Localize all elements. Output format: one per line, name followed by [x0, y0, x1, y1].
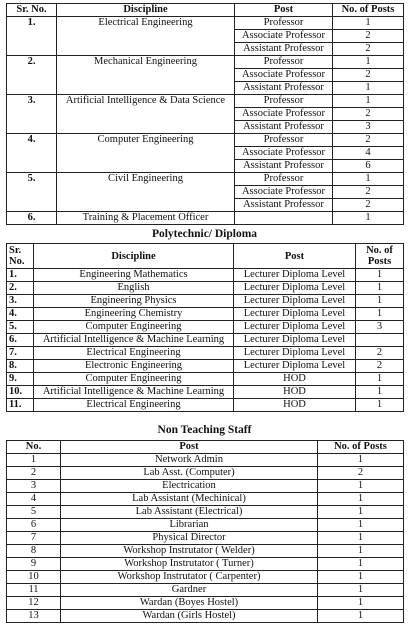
no-cell: 9 [7, 558, 61, 571]
sr-no-cell: 2. [7, 282, 34, 295]
posts-count-cell: 1 [318, 558, 404, 571]
post-cell: Lecturer Diploma Level [234, 295, 356, 308]
post-cell: Physical Director [61, 532, 318, 545]
posts-count-cell: 1 [356, 373, 404, 386]
no-cell: 13 [7, 610, 61, 623]
table-row [7, 334, 404, 347]
table-row [7, 134, 404, 147]
table-row [7, 308, 404, 321]
col-post: Post [61, 441, 318, 454]
post-cell: Wardan (Girls Hostel) [61, 610, 318, 623]
no-cell: 10 [7, 571, 61, 584]
faculty-table [6, 3, 404, 225]
table-row [7, 467, 404, 480]
sr-no-cell: 9. [7, 373, 34, 386]
col-post: Post [234, 244, 356, 269]
col-no-of-posts: No. of Posts [356, 244, 404, 269]
no-cell: 7 [7, 532, 61, 545]
polytechnic-header-row [7, 244, 404, 269]
discipline-cell: Artificial Intelligence & Machine Learning [34, 334, 234, 347]
discipline-cell: Civil Engineering [57, 173, 235, 212]
post-cell: Lecturer Diploma Level [234, 269, 356, 282]
table-row [7, 506, 404, 519]
sr-no-cell: 6. [7, 212, 57, 225]
discipline-cell: Engineering Mathematics [34, 269, 234, 282]
col-discipline: Discipline [57, 4, 235, 17]
posts-count-cell: 1 [318, 584, 404, 597]
posts-count-cell: 1 [318, 454, 404, 467]
no-cell: 2 [7, 467, 61, 480]
sr-no-cell: 4. [7, 134, 57, 173]
no-cell: 8 [7, 545, 61, 558]
post-cell: Associate Professor [235, 69, 333, 82]
discipline-cell: Artificial Intelligence & Data Science [57, 95, 235, 134]
table-row [7, 360, 404, 373]
post-cell: Professor [235, 17, 333, 30]
post-cell: Workshop Instrutator ( Turner) [61, 558, 318, 571]
posts-count-cell: 2 [333, 134, 404, 147]
post-cell: Lab Asst. (Computer) [61, 467, 318, 480]
posts-count-cell: 1 [318, 506, 404, 519]
table-row [7, 493, 404, 506]
posts-count-cell: 1 [318, 519, 404, 532]
discipline-cell: Mechanical Engineering [57, 56, 235, 95]
posts-count-cell: 2 [333, 199, 404, 212]
sr-no-cell: 11. [7, 399, 34, 412]
posts-count-cell: 1 [318, 480, 404, 493]
discipline-cell: Engineering Chemistry [34, 308, 234, 321]
post-cell: Workshop Instrutator ( Welder) [61, 545, 318, 558]
table-row [7, 480, 404, 493]
post-cell: Lecturer Diploma Level [234, 282, 356, 295]
discipline-cell: Computer Engineering [34, 373, 234, 386]
polytechnic-table-body [7, 269, 404, 412]
post-cell: Librarian [61, 519, 318, 532]
post-cell: Assistant Professor [235, 199, 333, 212]
col-post: Post [235, 4, 333, 17]
post-cell [235, 212, 333, 225]
non-teaching-header-row [7, 441, 404, 454]
posts-count-cell: 2 [333, 43, 404, 56]
post-cell: Associate Professor [235, 147, 333, 160]
posts-count-cell: 1 [356, 386, 404, 399]
discipline-cell: Engineering Physics [34, 295, 234, 308]
polytechnic-table [6, 243, 404, 412]
post-cell: Professor [235, 173, 333, 186]
posts-count-cell: 1 [356, 282, 404, 295]
no-cell: 3 [7, 480, 61, 493]
table-row [7, 597, 404, 610]
posts-count-cell: 1 [333, 95, 404, 108]
table-row [7, 519, 404, 532]
posts-count-cell: 1 [318, 610, 404, 623]
post-cell: Wardan (Boyes Hostel) [61, 597, 318, 610]
table-row [7, 454, 404, 467]
col-discipline: Discipline [34, 244, 234, 269]
posts-count-cell: 1 [356, 269, 404, 282]
post-cell: Gardner [61, 584, 318, 597]
posts-count-cell: 1 [333, 173, 404, 186]
post-cell: Electrication [61, 480, 318, 493]
post-cell: Assistant Professor [235, 82, 333, 95]
table-row [7, 545, 404, 558]
non-teaching-table [6, 440, 404, 623]
posts-count-cell [356, 334, 404, 347]
posts-count-cell: 3 [356, 321, 404, 334]
post-cell: Workshop Instrutator ( Carpenter) [61, 571, 318, 584]
table-row [7, 386, 404, 399]
posts-count-cell: 2 [356, 360, 404, 373]
non-teaching-table-body [7, 454, 404, 623]
discipline-cell: Electrical Engineering [57, 17, 235, 56]
post-cell: HOD [234, 386, 356, 399]
table-row [7, 532, 404, 545]
table-row [7, 399, 404, 412]
posts-count-cell: 1 [356, 308, 404, 321]
post-cell: Lecturer Diploma Level [234, 308, 356, 321]
post-cell: Assistant Professor [235, 121, 333, 134]
posts-count-cell: 1 [356, 295, 404, 308]
posts-count-cell: 1 [356, 399, 404, 412]
discipline-cell: Electrical Engineering [34, 347, 234, 360]
no-cell: 5 [7, 506, 61, 519]
table-row [7, 56, 404, 69]
post-cell: HOD [234, 373, 356, 386]
post-cell: Network Admin [61, 454, 318, 467]
post-cell: Associate Professor [235, 30, 333, 43]
section-title-non-teaching: Non Teaching Staff [157, 424, 252, 436]
table-row [7, 282, 404, 295]
discipline-cell: Computer Engineering [34, 321, 234, 334]
table-row [7, 321, 404, 334]
sr-no-cell: 8. [7, 360, 34, 373]
posts-count-cell: 2 [356, 347, 404, 360]
posts-count-cell: 1 [333, 56, 404, 69]
posts-count-cell: 2 [333, 186, 404, 199]
table-row [7, 584, 404, 597]
post-cell: Lecturer Diploma Level [234, 347, 356, 360]
no-cell: 4 [7, 493, 61, 506]
discipline-cell: Computer Engineering [57, 134, 235, 173]
table-row [7, 347, 404, 360]
sr-no-cell: 6. [7, 334, 34, 347]
posts-count-cell: 2 [333, 30, 404, 43]
posts-count-cell: 1 [318, 532, 404, 545]
sr-no-cell: 7. [7, 347, 34, 360]
sr-no-cell: 5. [7, 321, 34, 334]
posts-count-cell: 4 [333, 147, 404, 160]
table-row [7, 571, 404, 584]
col-sr-no: Sr. No. [7, 244, 34, 269]
table-row [7, 173, 404, 186]
col-no: No. [7, 441, 61, 454]
sr-no-cell: 4. [7, 308, 34, 321]
post-cell: Lab Assistant (Mechinical) [61, 493, 318, 506]
post-cell: HOD [234, 399, 356, 412]
posts-count-cell: 2 [318, 467, 404, 480]
no-cell: 12 [7, 597, 61, 610]
posts-count-cell: 3 [333, 121, 404, 134]
no-cell: 11 [7, 584, 61, 597]
section-title-polytechnic: Polytechnic/ Diploma [151, 228, 258, 240]
table-row [7, 95, 404, 108]
posts-count-cell: 1 [333, 82, 404, 95]
sr-no-cell: 10. [7, 386, 34, 399]
sr-no-cell: 1. [7, 17, 57, 56]
faculty-table-body [7, 17, 404, 225]
sr-no-cell: 5. [7, 173, 57, 212]
table-row [7, 212, 404, 225]
posts-count-cell: 6 [333, 160, 404, 173]
posts-count-cell: 1 [318, 493, 404, 506]
post-cell: Associate Professor [235, 186, 333, 199]
post-cell: Lab Assistant (Electrical) [61, 506, 318, 519]
table-row [7, 373, 404, 386]
discipline-cell: Training & Placement Officer [57, 212, 235, 225]
table-row [7, 558, 404, 571]
post-cell: Professor [235, 56, 333, 69]
faculty-header-row [7, 4, 404, 17]
sr-no-cell: 3. [7, 295, 34, 308]
sr-no-cell: 2. [7, 56, 57, 95]
post-cell: Professor [235, 95, 333, 108]
table-row [7, 295, 404, 308]
post-cell: Professor [235, 134, 333, 147]
post-cell: Lecturer Diploma Level [234, 334, 356, 347]
posts-count-cell: 1 [333, 17, 404, 30]
discipline-cell: Electronic Engineering [34, 360, 234, 373]
post-cell: Associate Professor [235, 108, 333, 121]
table-row [7, 610, 404, 623]
posts-count-cell: 2 [333, 69, 404, 82]
no-cell: 6 [7, 519, 61, 532]
posts-count-cell: 2 [333, 108, 404, 121]
posts-count-cell: 1 [333, 212, 404, 225]
post-cell: Lecturer Diploma Level [234, 360, 356, 373]
discipline-cell: English [34, 282, 234, 295]
posts-count-cell: 1 [318, 597, 404, 610]
col-no-of-posts: No. of Posts [333, 4, 404, 17]
table-row [7, 269, 404, 282]
col-no-of-posts: No. of Posts [318, 441, 404, 454]
post-cell: Lecturer Diploma Level [234, 321, 356, 334]
post-cell: Assistant Professor [235, 43, 333, 56]
posts-count-cell: 1 [318, 571, 404, 584]
sr-no-cell: 1. [7, 269, 34, 282]
table-row [7, 17, 404, 30]
discipline-cell: Artificial Intelligence & Machine Learning [34, 386, 234, 399]
post-cell: Assistant Professor [235, 160, 333, 173]
col-sr-no: Sr. No. [7, 4, 57, 17]
no-cell: 1 [7, 454, 61, 467]
discipline-cell: Electrical Engineering [34, 399, 234, 412]
sr-no-cell: 3. [7, 95, 57, 134]
posts-count-cell: 1 [318, 545, 404, 558]
